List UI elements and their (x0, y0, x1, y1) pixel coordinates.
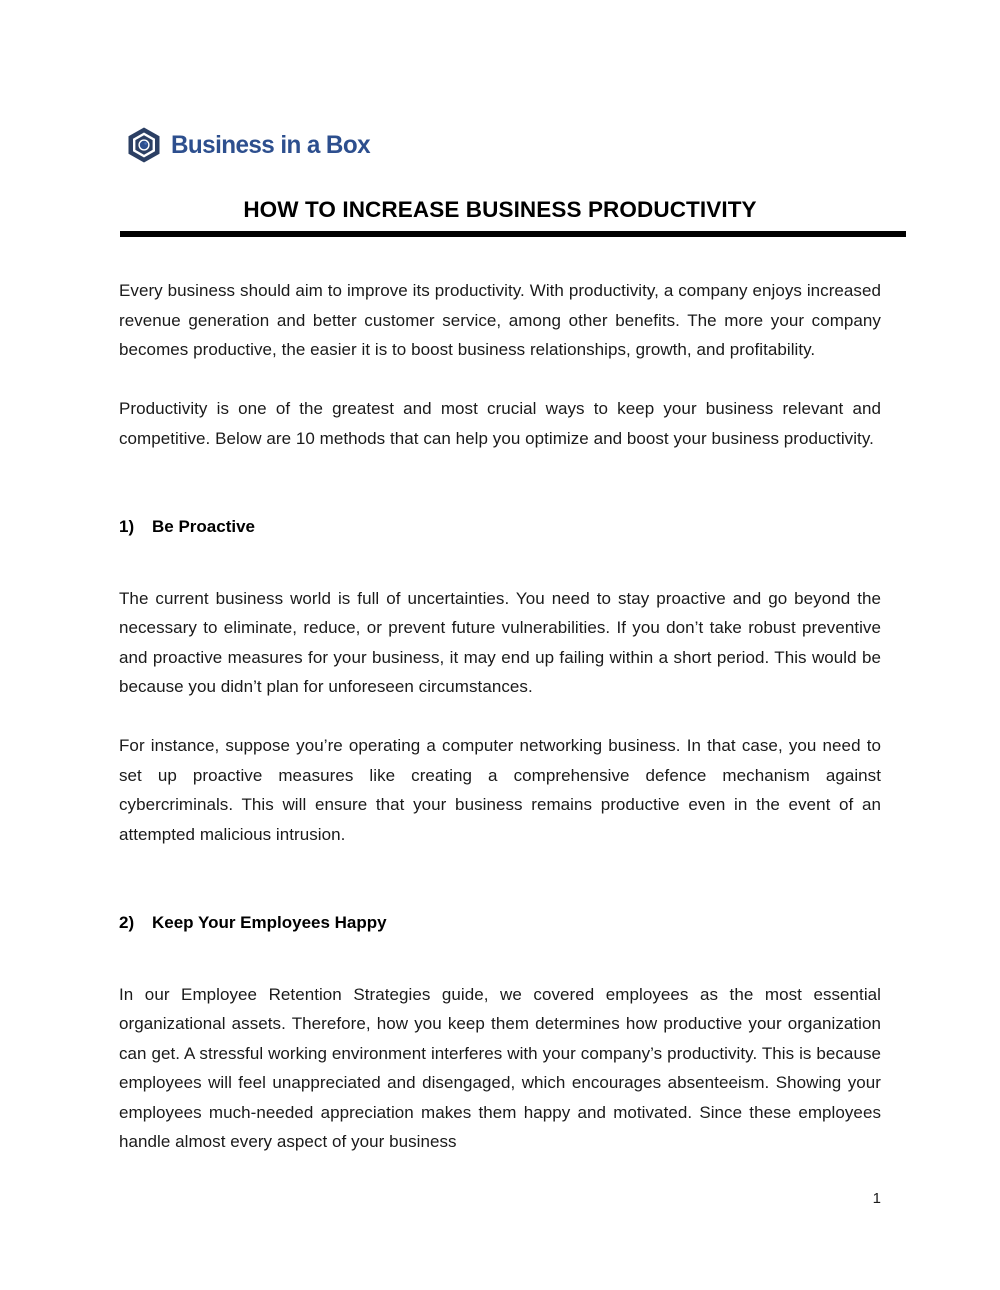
paragraph-section-2-1: In our Employee Retention Strategies guide, we covered employees as the most essential organizational assets. Therefore, how you keep them determines how productive your organization can get. A stressful working environment interferes with your company’s productivity. This is because employees will feel unappreciated and disengaged, which encourages absenteeism. Showing your employees much-needed appreciation makes them happy and motivated. Since these employees handle almost every aspect of your business (119, 984, 881, 1151)
section-heading-2 (119, 908, 881, 938)
title-divider (120, 231, 906, 237)
section-heading-1 (119, 512, 881, 542)
brand-logo-text: Business in a Box (171, 130, 371, 159)
paragraph-section-1-2: For instance, suppose you’re operating a computer networking business. In that case, you need to set up proactive measures like creating a comprehensive defence mechanism against cybercriminals. This will ensure that your business remains productive even in the event of an attempted malicious intrusion. (119, 736, 881, 844)
section-heading-2-number: 2) (119, 913, 135, 932)
document-body (119, 276, 881, 1157)
hexagon-logo-icon (126, 126, 162, 164)
paragraph-intro-2: Productivity is one of the greatest and most crucial ways to keep your business relevant and competitive. Below are 10 methods that can help you optimize and boost your business productivity. (119, 399, 881, 448)
page-title: HOW TO INCREASE BUSINESS PRODUCTIVITY (243, 197, 757, 222)
paragraph-section-1-1: The current business world is full of uncertainties. You need to stay proactive and go beyond the necessary to eliminate, reduce, or prevent future vulnerabilities. If you don’t take robust preventive and proactive measures for your business, it may end up failing within a short period. This would be because you didn’t plan for unforeseen circumstances. (119, 588, 881, 696)
paragraph-intro-1: Every business should aim to improve its productivity. With productivity, a company enjoys increased revenue generation and better customer service, among other benefits. The more your company becomes productive, the easier it is to boost business relationships, growth, and profitability. (119, 281, 881, 359)
page-number: 1 (872, 1190, 881, 1207)
spacer (119, 849, 881, 908)
spacer (119, 453, 881, 512)
section-heading-1-number: 1) (119, 517, 135, 536)
spacer (119, 938, 881, 980)
section-heading-1-text: Be Proactive (152, 517, 255, 536)
spacer (119, 542, 881, 584)
section-heading-2-text: Keep Your Employees Happy (152, 913, 387, 932)
brand-logo (126, 126, 376, 164)
